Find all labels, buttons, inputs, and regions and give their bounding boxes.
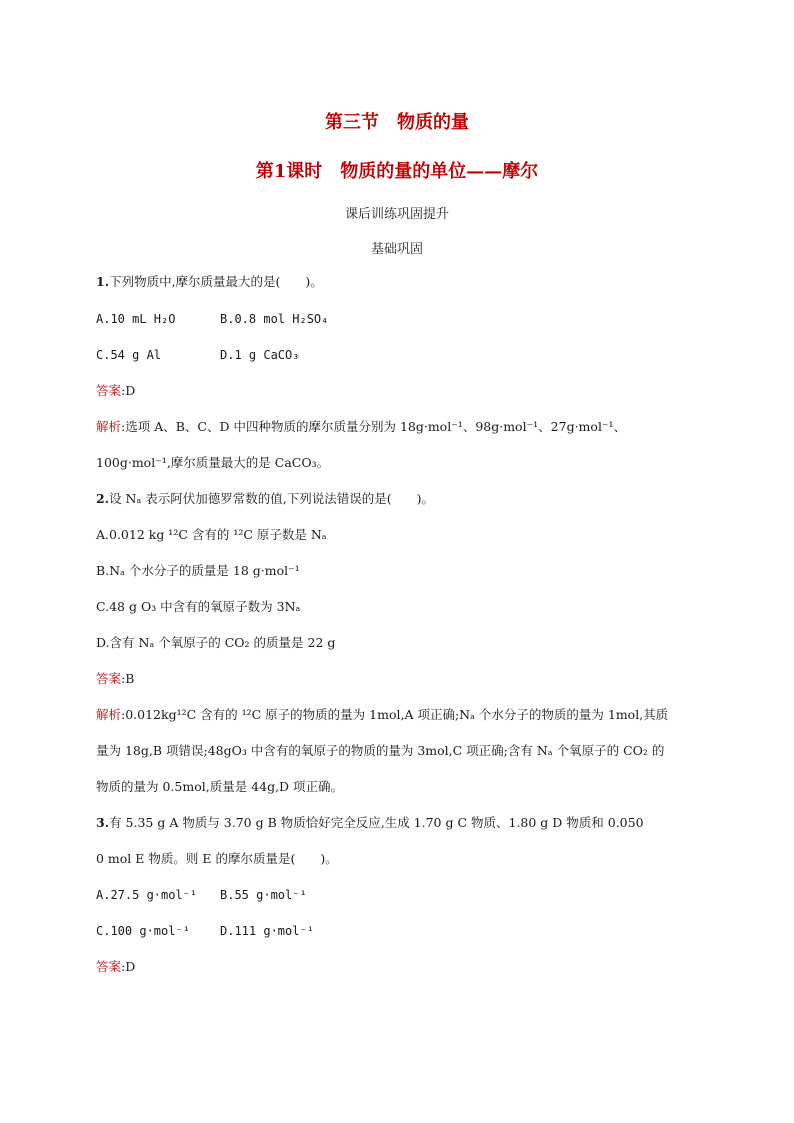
basic-heading: 基础巩固 [370, 242, 423, 257]
q3-number: 3. [96, 815, 110, 830]
q1-analysis-label: 解析 [96, 419, 122, 434]
q3-stem-line-1 [96, 814, 716, 832]
q2-analysis-label: 解析 [96, 707, 122, 722]
q3-option-c: C.100 g·mol⁻¹ [96, 924, 190, 938]
after-class-heading: 课后训练巩固提升 [344, 207, 449, 222]
q1-option-d: D.1 g CaCO₃ [220, 348, 300, 362]
q3-stem-line-2: 0 mol E 物质。则 E 的摩尔质量是( )。 [96, 851, 338, 866]
q2-option-a: A.0.012 kg ¹²C 含有的 ¹²C 原子数是 Nₐ [96, 527, 327, 542]
q3-options-cd [96, 922, 716, 940]
q1-option-a: A.10 mL H₂O [96, 312, 176, 326]
section-title: 第三节 物质的量 [325, 112, 469, 133]
q2-analysis-line-2: 量为 18g,B 项错误;48gO₃ 中含有的氧原子的物质的量为 3mol,C 项正确;含有 Nₐ 个氧原子的 CO₂ 的 [96, 743, 665, 758]
q1-answer-value: :D [121, 383, 136, 398]
q2-analysis-line-1 [96, 706, 716, 724]
q1-options-cd [96, 346, 716, 364]
q2-option-b: B.Nₐ 个水分子的质量是 18 g·mol⁻¹ [96, 563, 300, 578]
q1-options-ab [96, 310, 716, 328]
q1-analysis-line-2: 100g·mol⁻¹,摩尔质量最大的是 CaCO₃。 [96, 455, 330, 470]
q1-analysis-line-1 [96, 418, 716, 436]
q1-option-b: B.0.8 mol H₂SO₄ [220, 312, 329, 326]
q2-stem [96, 490, 716, 508]
q3-stem-text-1: 有 5.35 g A 物质与 3.70 g B 物质恰好完全反应,生成 1.70 g C 物质、1.80 g D 物质和 0.050 [109, 815, 644, 830]
q1-option-c: C.54 g Al [96, 348, 162, 362]
lesson-title: 第1课时 物质的量的单位——摩尔 [255, 161, 539, 182]
q1-number: 1. [96, 274, 110, 289]
q2-analysis-line-3: 物质的量为 0.5mol,质量是 44g,D 项正确。 [96, 779, 344, 794]
q2-answer-label: 答案 [96, 671, 122, 686]
q3-option-d: D.111 g·mol⁻¹ [220, 924, 314, 938]
q2-option-c: C.48 g O₃ 中含有的氧原子数为 3Nₐ [96, 599, 301, 614]
q1-answer-label: 答案 [96, 383, 122, 398]
q1-analysis-text-1: :选项 A、B、C、D 中四种物质的摩尔质量分别为 18g·mol⁻¹、98g·mol⁻¹、27g·mol⁻¹、 [121, 419, 627, 434]
q1-stem-text: 下列物质中,摩尔质量最大的是( )。 [109, 274, 323, 289]
q2-number: 2. [96, 491, 110, 506]
q3-answer-label: 答案 [96, 959, 122, 974]
q2-answer-value: :B [121, 671, 135, 686]
q3-answer-value: :D [121, 959, 136, 974]
q2-option-d: D.含有 Nₐ 个氧原子的 CO₂ 的质量是 22 g [96, 635, 336, 650]
q2-analysis-text-1: :0.012kg¹²C 含有的 ¹²C 原子的物质的量为 1mol,A 项正确;Nₐ 个水分子的物质的量为 1mol,其质 [121, 707, 669, 722]
q3-answer [96, 958, 716, 976]
q3-option-a: A.27.5 g·mol⁻¹ [96, 888, 198, 902]
q1-stem [96, 273, 716, 291]
q2-stem-text: 设 Nₐ 表示阿伏加德罗常数的值,下列说法错误的是( )。 [109, 491, 434, 506]
q3-options-ab [96, 886, 716, 904]
q1-answer [96, 382, 716, 400]
q3-option-b: B.55 g·mol⁻¹ [220, 888, 307, 902]
q2-answer [96, 670, 716, 688]
